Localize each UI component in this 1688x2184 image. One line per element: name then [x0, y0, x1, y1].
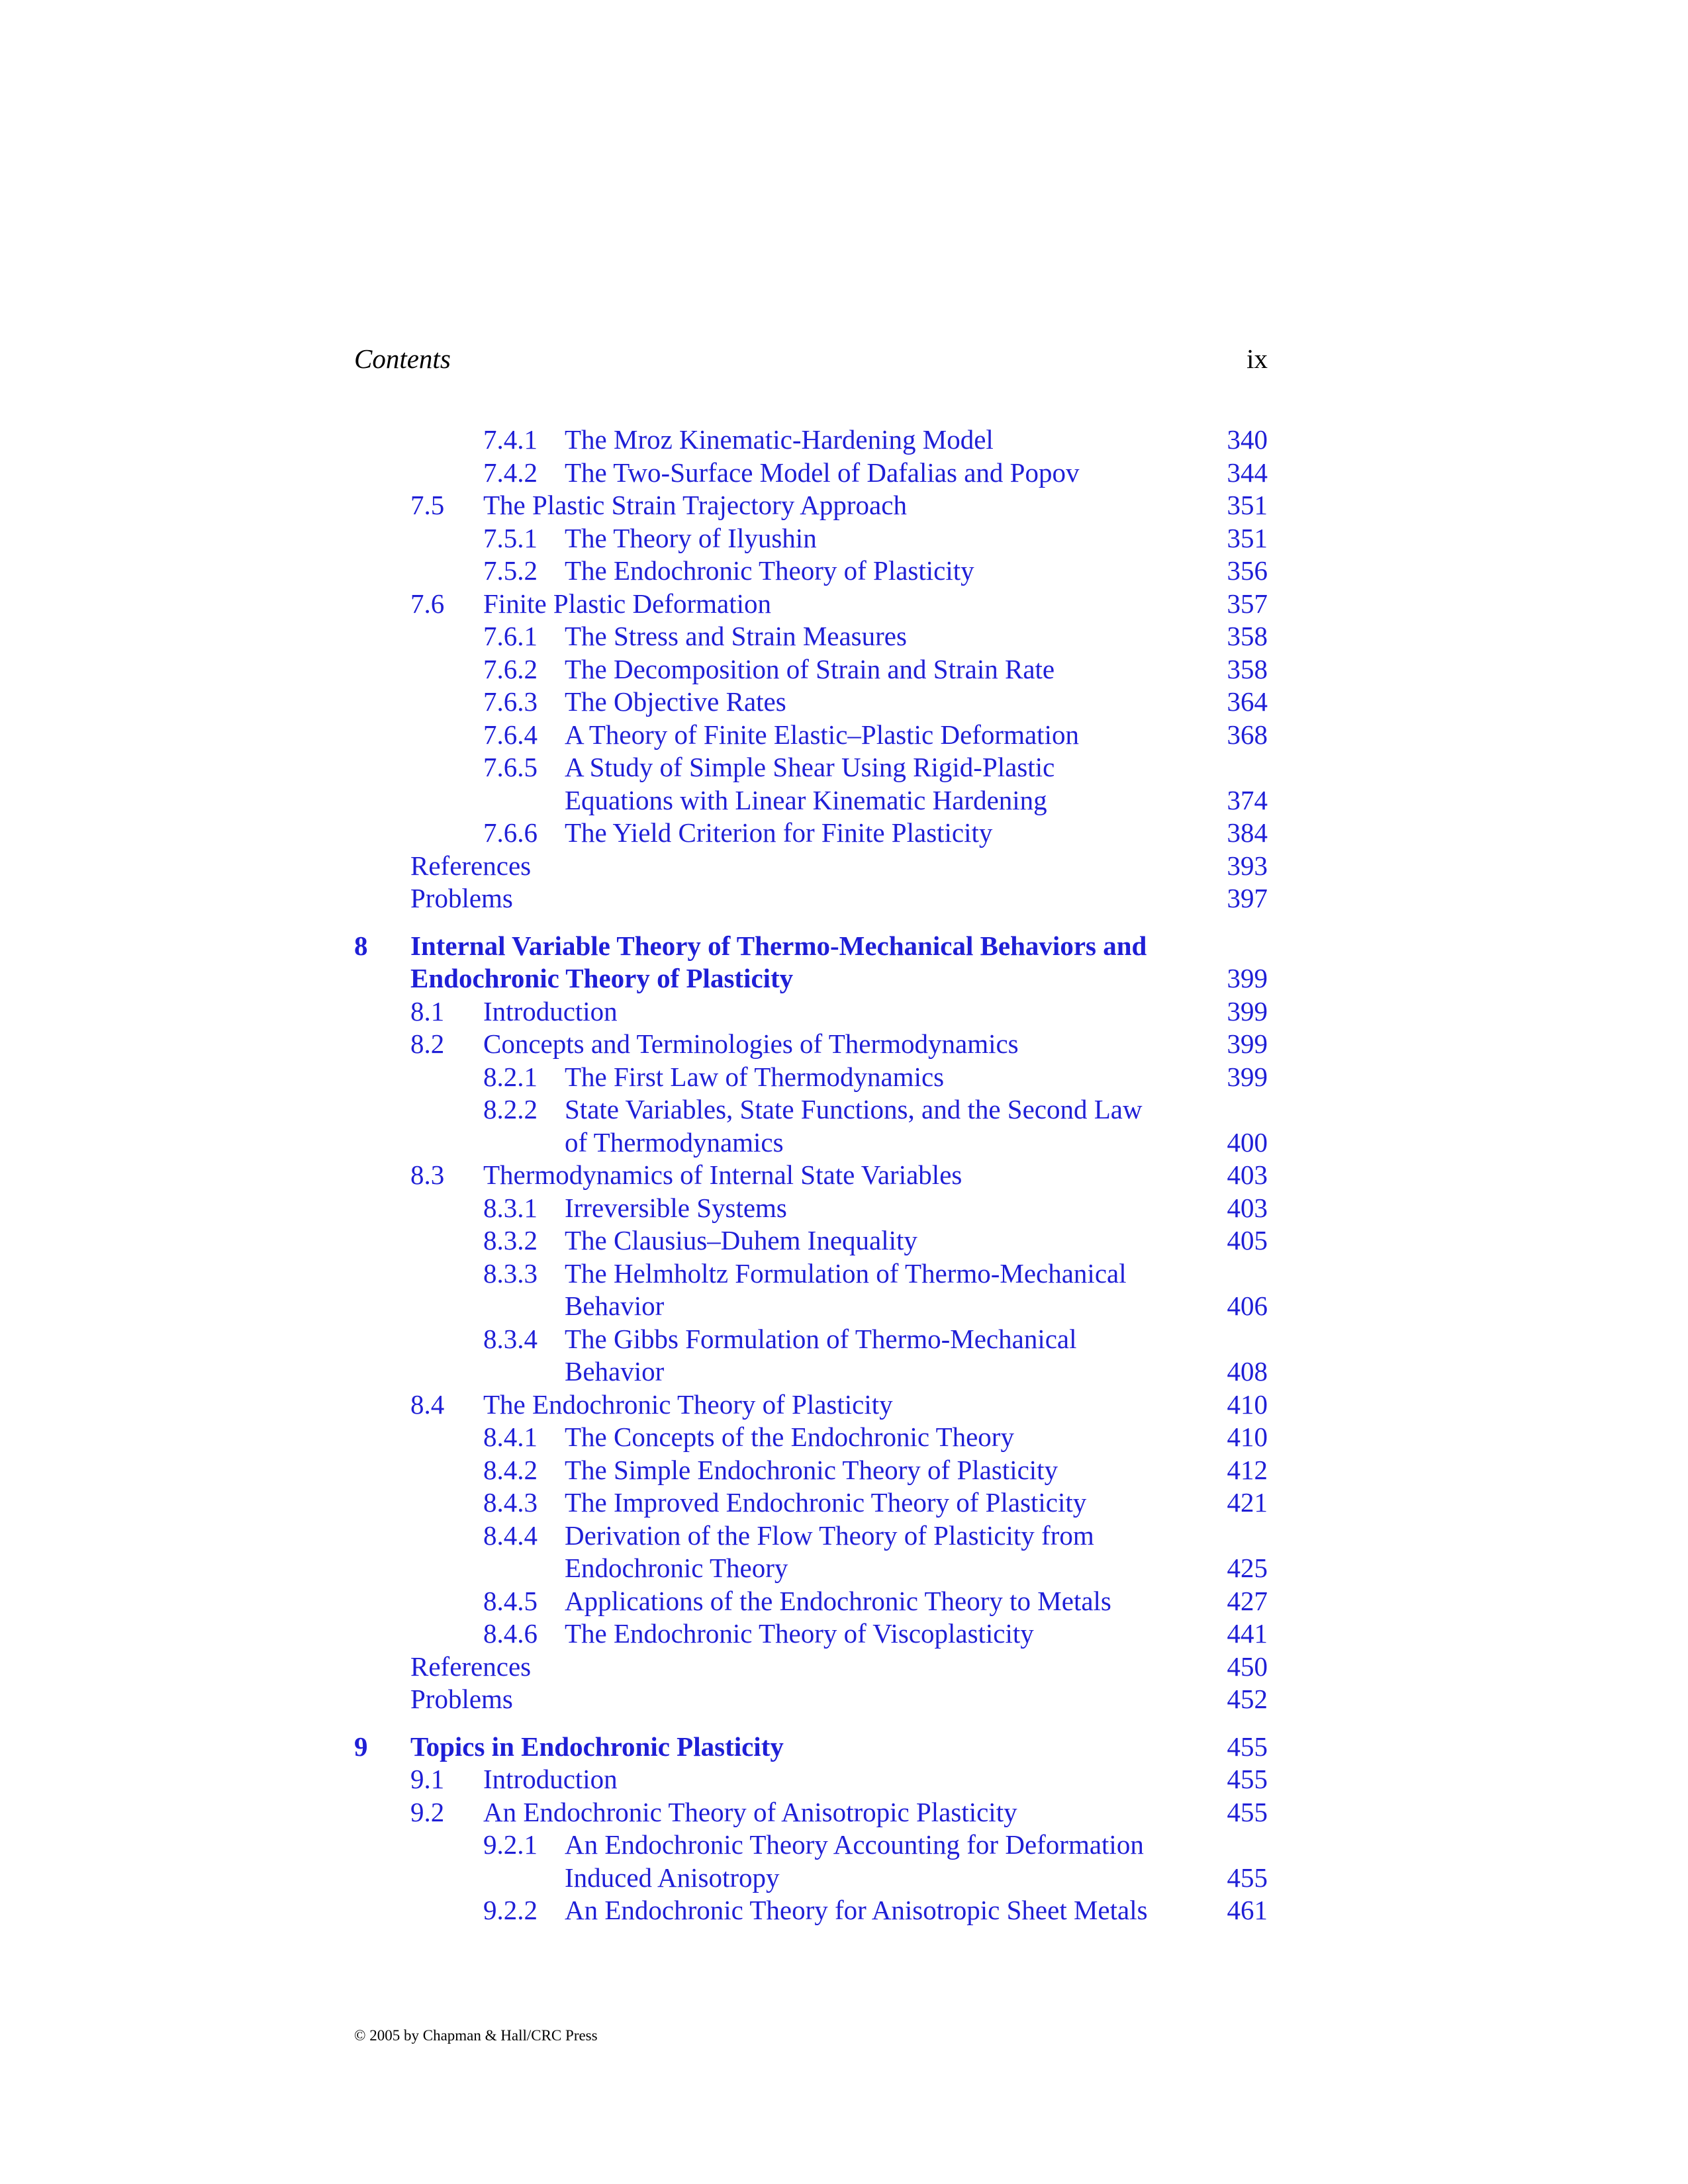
toc-entry-page[interactable]: 340 [1227, 424, 1268, 455]
toc-entry[interactable] [354, 1061, 1268, 1094]
toc-entry-number: 8.1 [410, 995, 445, 1026]
toc-entry-title[interactable]: Behavior [565, 1356, 665, 1387]
toc-entry[interactable] [354, 1829, 1268, 1862]
toc-entry-title[interactable]: A Study of Simple Shear Using Rigid-Plastic [565, 752, 1055, 782]
toc-entry[interactable] [354, 1192, 1268, 1225]
toc-entry-page[interactable]: 410 [1227, 1422, 1268, 1452]
toc-entry[interactable] [354, 1159, 1268, 1192]
toc-entry-page[interactable]: 399 [1227, 1028, 1268, 1059]
toc-entry-title[interactable]: Induced Anisotropy [565, 1862, 780, 1893]
toc-entry-number: 8.4.1 [483, 1422, 538, 1452]
running-head-page-number: ix [1246, 343, 1268, 374]
toc-entry-number: 8.4 [410, 1388, 445, 1420]
toc-entry-number: 9 [354, 1731, 368, 1762]
toc-entry-number: 7.6.4 [483, 719, 538, 750]
toc-entry-number: 8.4.5 [483, 1585, 538, 1616]
toc-entry-page[interactable]: 344 [1227, 457, 1268, 488]
toc-entry-page[interactable]: 351 [1227, 490, 1268, 520]
toc-entry-number: 9.2.1 [483, 1829, 538, 1860]
toc-entry-number: 9.1 [410, 1764, 445, 1794]
toc-entry-title[interactable]: The Helmholtz Formulation of Thermo-Mechanical [565, 1257, 1127, 1289]
toc-entry-page[interactable]: 358 [1227, 621, 1268, 651]
toc-entry-page[interactable]: 412 [1227, 1454, 1268, 1485]
toc-entry-title[interactable]: Introduction [483, 995, 618, 1026]
toc-entry[interactable] [354, 653, 1268, 686]
toc-entry[interactable] [354, 1421, 1268, 1454]
toc-entry[interactable] [354, 995, 1268, 1028]
toc-entry-title[interactable]: Equations with Linear Kinematic Hardening [565, 784, 1047, 815]
toc-entry[interactable] [354, 850, 1268, 883]
toc-entry-number: 9.2 [410, 1796, 445, 1827]
toc-entry[interactable] [354, 1290, 1268, 1323]
toc-entry-page[interactable]: 403 [1227, 1192, 1268, 1223]
toc-entry[interactable] [354, 1486, 1268, 1520]
toc-entry-page[interactable]: 406 [1227, 1291, 1268, 1321]
toc-entry-number: 7.5 [410, 490, 445, 520]
toc-entry[interactable] [354, 1388, 1268, 1422]
toc-chapter-entry[interactable] [354, 930, 1268, 963]
toc-entry[interactable] [354, 555, 1268, 588]
toc-entry-page[interactable]: 408 [1227, 1356, 1268, 1387]
toc-entry-number: 7.6.3 [483, 686, 538, 717]
toc-entry-title[interactable]: The Mroz Kinematic-Hardening Model [565, 424, 994, 455]
toc-entry-title[interactable]: Problems [410, 883, 513, 913]
toc-entry-page[interactable]: 356 [1227, 555, 1268, 586]
toc-entry-number: 8.3.2 [483, 1225, 538, 1255]
toc-entry[interactable] [354, 1028, 1268, 1061]
toc-entry-title[interactable]: The Endochronic Theory of Viscoplasticity [565, 1618, 1034, 1649]
toc-chapter-entry[interactable] [354, 962, 1268, 995]
toc-entry-title[interactable]: The Decomposition of Strain and Strain Rate [565, 653, 1055, 684]
toc-entry[interactable] [354, 719, 1268, 752]
toc-entry-title[interactable]: Introduction [483, 1764, 618, 1794]
toc-entry-number: 8.4.6 [483, 1618, 538, 1649]
toc-entry-title[interactable]: Applications of the Endochronic Theory to Metals [565, 1585, 1111, 1616]
toc-entry-page[interactable]: 455 [1227, 1796, 1268, 1827]
toc-entry-page[interactable]: 400 [1227, 1126, 1268, 1158]
toc-entry[interactable] [354, 1585, 1268, 1618]
toc-entry[interactable] [354, 588, 1268, 621]
toc-entry-page[interactable]: 450 [1227, 1651, 1268, 1682]
toc-entry[interactable] [354, 1224, 1268, 1257]
toc-entry-number: 8.4.3 [483, 1487, 538, 1518]
toc-entry-title[interactable]: The Two-Surface Model of Dafalias and Popov [565, 457, 1080, 488]
toc-entry-title[interactable]: Thermodynamics of Internal State Variables [483, 1160, 962, 1190]
toc-entry-page[interactable]: 455 [1227, 1764, 1268, 1794]
toc-entry-number: 8.4.4 [483, 1520, 538, 1551]
toc-entry-title[interactable]: of Thermodynamics [565, 1126, 784, 1158]
toc-entry[interactable] [354, 1617, 1268, 1651]
toc-entry-title[interactable]: References [410, 850, 532, 881]
toc-entry-number: 7.6.5 [483, 752, 538, 782]
toc-entry[interactable] [354, 817, 1268, 850]
toc-entry-page[interactable]: 357 [1227, 588, 1268, 619]
toc-entry-page[interactable]: 441 [1227, 1618, 1268, 1649]
toc-entry-number: 7.5.2 [483, 555, 538, 586]
toc-entry-page[interactable]: 368 [1227, 719, 1268, 750]
toc-entry-title[interactable]: An Endochronic Theory for Anisotropic Sheet Metals [565, 1895, 1148, 1925]
toc-entry-number: 8.3 [410, 1160, 445, 1190]
toc-entry-title[interactable]: The Gibbs Formulation of Thermo-Mechanical [565, 1323, 1077, 1354]
toc-entry[interactable] [354, 1454, 1268, 1487]
toc-entry-number: 8.3.1 [483, 1192, 538, 1223]
toc-entry[interactable] [354, 1355, 1268, 1388]
toc-entry-number: 8.2.2 [483, 1094, 538, 1124]
toc-entry-page[interactable]: 374 [1227, 784, 1268, 815]
toc-entry-title[interactable]: The Improved Endochronic Theory of Plasticity [565, 1487, 1087, 1518]
toc-entry-page[interactable]: 427 [1227, 1585, 1268, 1616]
toc-entry-title[interactable]: Internal Variable Theory of Thermo-Mechanical Behaviors and [410, 930, 1147, 961]
toc-entry-title[interactable]: The Yield Criterion for Finite Plasticity [565, 817, 993, 848]
toc-entry-page[interactable]: 405 [1227, 1225, 1268, 1255]
toc-entry-number: 7.6.1 [483, 621, 538, 651]
toc-entry[interactable] [354, 751, 1268, 784]
toc-entry-page[interactable]: 425 [1227, 1553, 1268, 1583]
toc-entry-number: 8.3.3 [483, 1257, 538, 1289]
toc-entry-title[interactable]: The Objective Rates [565, 686, 786, 717]
toc-entry[interactable] [354, 620, 1268, 653]
toc-entry-number: 7.4.2 [483, 457, 538, 488]
toc-entry-page[interactable]: 384 [1227, 817, 1268, 848]
toc-entry[interactable] [354, 1796, 1268, 1829]
toc-entry[interactable] [354, 1126, 1268, 1160]
toc-entry[interactable] [354, 1257, 1268, 1291]
toc-entry[interactable] [354, 1683, 1268, 1716]
running-head-title: Contents [354, 343, 451, 374]
toc-entry-title[interactable]: The Clausius–Duhem Inequality [565, 1225, 917, 1255]
toc-entry-title[interactable]: The Endochronic Theory of Plasticity [483, 1388, 893, 1420]
toc-entry-title[interactable]: The Simple Endochronic Theory of Plasticity [565, 1454, 1058, 1485]
toc-entry-title[interactable]: An Endochronic Theory of Anisotropic Plasticity [483, 1796, 1017, 1827]
table-of-contents [354, 424, 1268, 1927]
toc-entry-title[interactable]: References [410, 1651, 532, 1682]
toc-entry[interactable] [354, 522, 1268, 555]
toc-entry-page[interactable]: 397 [1227, 883, 1268, 913]
toc-entry[interactable] [354, 1520, 1268, 1553]
toc-entry[interactable] [354, 457, 1268, 490]
toc-entry-page[interactable]: 455 [1227, 1862, 1268, 1893]
toc-entry-title[interactable]: Finite Plastic Deformation [483, 588, 771, 619]
toc-entry[interactable] [354, 1862, 1268, 1895]
toc-entry[interactable] [354, 882, 1268, 915]
toc-chapter-entry[interactable] [354, 1731, 1268, 1764]
toc-entry-title[interactable]: Concepts and Terminologies of Thermodynamics [483, 1028, 1019, 1059]
toc-entry-page[interactable]: 455 [1227, 1731, 1268, 1762]
toc-entry[interactable] [354, 489, 1268, 522]
toc-entry-title[interactable]: Endochronic Theory of Plasticity [410, 963, 794, 993]
toc-entry-number: 7.6.2 [483, 653, 538, 684]
toc-entry-title[interactable]: The Plastic Strain Trajectory Approach [483, 490, 907, 520]
toc-entry-number: 8 [354, 930, 368, 961]
toc-entry-page[interactable]: 351 [1227, 522, 1268, 553]
toc-entry-title[interactable]: State Variables, State Functions, and the Second Law [565, 1094, 1143, 1124]
toc-entry-title[interactable]: Problems [410, 1684, 513, 1714]
toc-entry-page[interactable]: 410 [1227, 1388, 1268, 1420]
toc-entry-title[interactable]: Behavior [565, 1291, 665, 1321]
toc-entry-page[interactable]: 358 [1227, 653, 1268, 684]
toc-entry-title[interactable]: An Endochronic Theory Accounting for Deformation [565, 1829, 1144, 1860]
toc-entry-page[interactable]: 399 [1227, 995, 1268, 1026]
toc-entry[interactable] [354, 784, 1268, 817]
toc-entry-number: 8.4.2 [483, 1454, 538, 1485]
toc-entry-title[interactable]: Topics in Endochronic Plasticity [410, 1731, 784, 1762]
toc-entry-number: 8.2.1 [483, 1061, 538, 1092]
toc-entry-title[interactable]: The Stress and Strain Measures [565, 621, 907, 651]
toc-entry-title[interactable]: Derivation of the Flow Theory of Plasticity from [565, 1520, 1094, 1551]
toc-entry-title[interactable]: The Endochronic Theory of Plasticity [565, 555, 974, 586]
toc-entry-page[interactable]: 364 [1227, 686, 1268, 717]
toc-entry-title[interactable]: The Concepts of the Endochronic Theory [565, 1422, 1014, 1452]
toc-entry[interactable] [354, 686, 1268, 719]
toc-entry-page[interactable]: 399 [1227, 1061, 1268, 1092]
toc-entry-number: 8.3.4 [483, 1323, 538, 1354]
toc-entry-title[interactable]: A Theory of Finite Elastic–Plastic Deformation [565, 719, 1079, 750]
toc-entry-page[interactable]: 461 [1227, 1895, 1268, 1925]
toc-entry-title[interactable]: Endochronic Theory [565, 1553, 788, 1583]
toc-entry[interactable] [354, 1093, 1268, 1126]
toc-entry-number: 7.6.6 [483, 817, 538, 848]
toc-entry-number: 8.2 [410, 1028, 445, 1059]
toc-entry-page[interactable]: 452 [1227, 1684, 1268, 1714]
copyright-footer: © 2005 by Chapman & Hall/CRC Press [354, 2027, 598, 2044]
toc-entry[interactable] [354, 1763, 1268, 1796]
toc-entry-page[interactable]: 403 [1227, 1160, 1268, 1190]
toc-entry[interactable] [354, 424, 1268, 457]
toc-entry[interactable] [354, 1651, 1268, 1684]
toc-entry-title[interactable]: The Theory of Ilyushin [565, 522, 817, 553]
toc-entry-number: 7.4.1 [483, 424, 538, 455]
toc-entry-number: 7.6 [410, 588, 445, 619]
toc-entry-number: 7.5.1 [483, 522, 538, 553]
toc-entry[interactable] [354, 1894, 1268, 1927]
toc-entry-page[interactable]: 393 [1227, 850, 1268, 881]
toc-entry-title[interactable]: Irreversible Systems [565, 1192, 787, 1223]
toc-entry-number: 9.2.2 [483, 1895, 538, 1925]
toc-entry-page[interactable]: 421 [1227, 1487, 1268, 1518]
toc-entry[interactable] [354, 1552, 1268, 1585]
toc-entry[interactable] [354, 1323, 1268, 1356]
running-head [354, 343, 1268, 383]
toc-entry-page[interactable]: 399 [1227, 963, 1268, 993]
toc-entry-title[interactable]: The First Law of Thermodynamics [565, 1061, 945, 1092]
